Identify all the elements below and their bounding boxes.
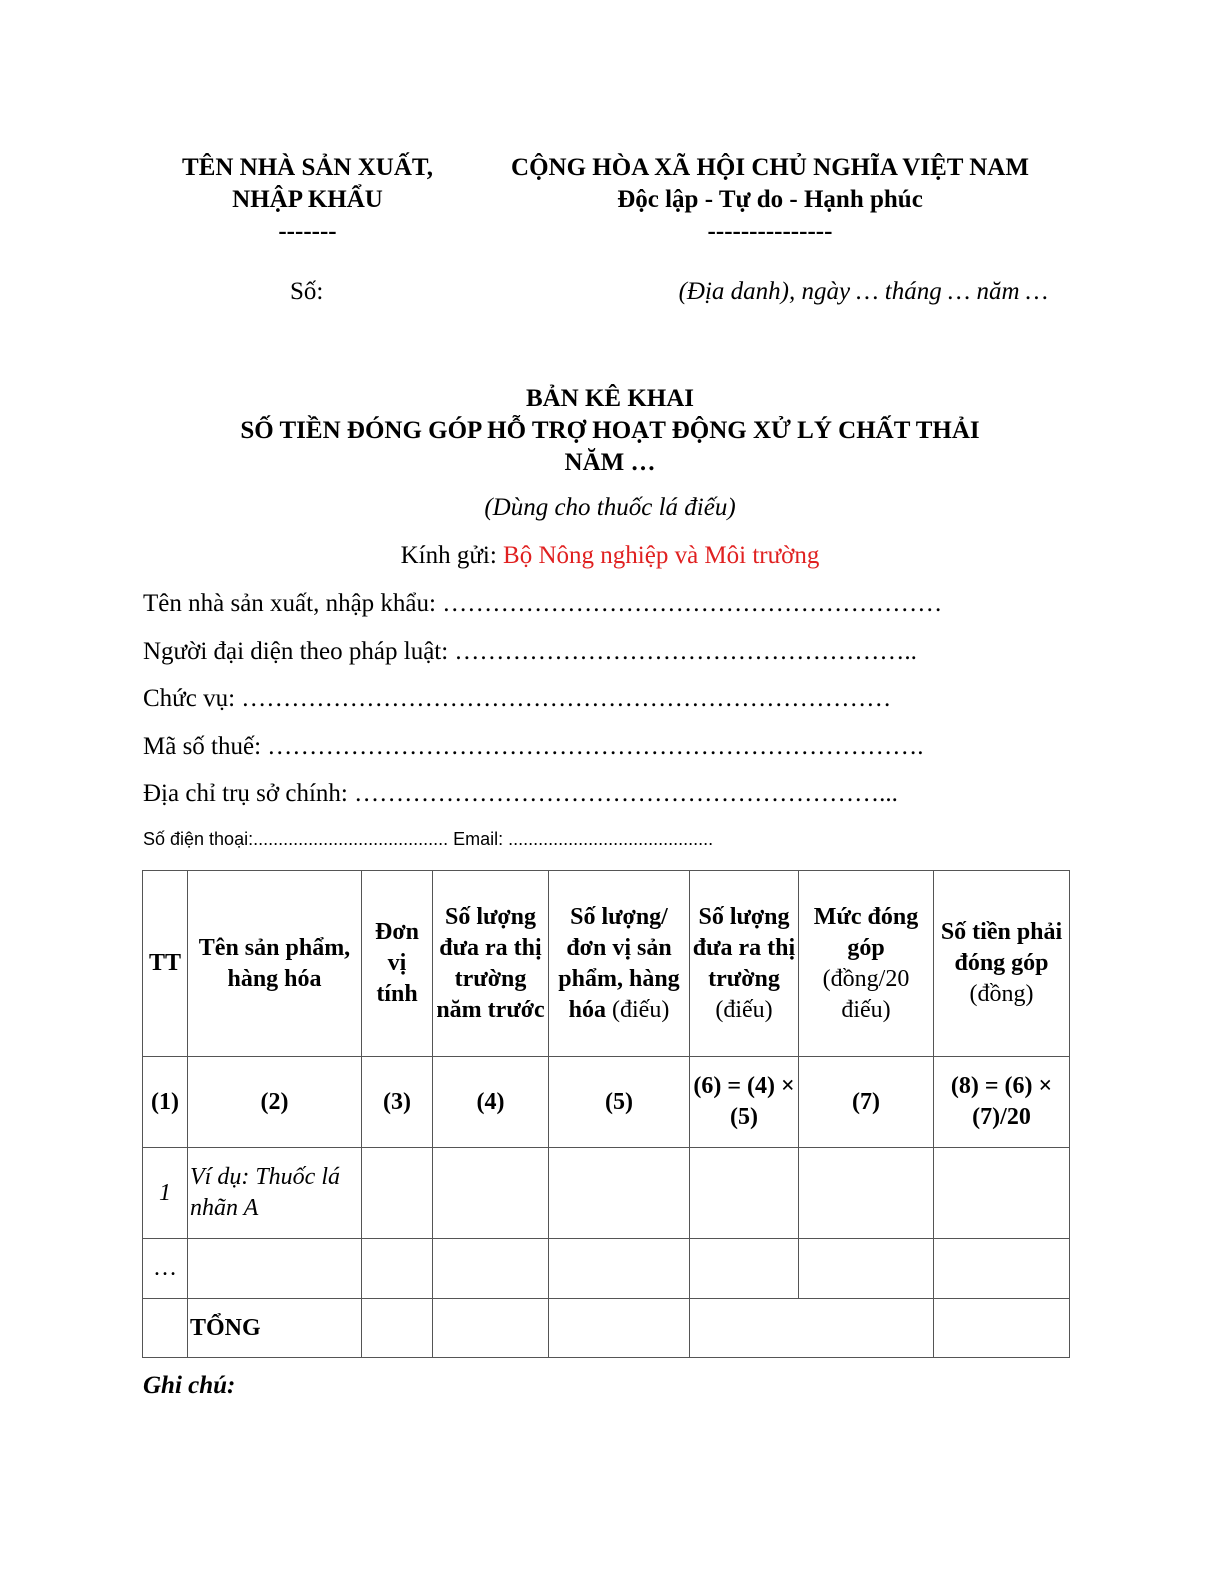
title-line1: BẢN KÊ KHAI <box>525 385 695 412</box>
table-cell <box>690 1239 799 1299</box>
header-qty-market-unit: (điếu) <box>715 996 773 1023</box>
table-cell <box>188 1239 362 1299</box>
field-contact: Số điện thoại:....................................... Email: ......................................... <box>143 829 714 849</box>
field-address: Địa chỉ trụ sở chính: ………………………………………………………... <box>143 780 898 807</box>
header-rate <box>799 871 934 1057</box>
total-label: TỔNG <box>188 1299 362 1358</box>
producer-header-line1: TÊN NHÀ SẢN XUẤT, <box>182 154 433 181</box>
national-motto: Độc lập - Tự do - Hạnh phúc <box>617 186 923 213</box>
table-cell <box>799 1239 934 1299</box>
header-qty-market-label: Số lượng đưa ra thị trường <box>692 903 796 992</box>
place-date: (Địa danh), ngày … tháng … năm … <box>678 278 1048 305</box>
field-producer: Tên nhà sản xuất, nhập khẩu: …………………………………………………… <box>143 590 943 617</box>
table-cell <box>549 1299 690 1358</box>
header-amount-unit: (đồng) <box>969 981 1034 1007</box>
table-cell <box>362 1239 433 1299</box>
index-cell: (3) <box>362 1057 433 1148</box>
header-rate-unit: (đồng/20 điếu) <box>822 965 910 1023</box>
document-subtitle: (Dùng cho thuốc lá điếu) <box>484 494 736 521</box>
header-amount-label: Số tiền phải đóng góp <box>940 919 1063 976</box>
national-name: CỘNG HÒA XÃ HỘI CHỦ NGHĨA VIỆT NAM <box>511 154 1029 181</box>
header-product: Tên sản phẩm, hàng hóa <box>188 871 362 1057</box>
row1-tt: 1 <box>143 1148 188 1239</box>
field-representative: Người đại diện theo pháp luật: ……………………………………………….. <box>143 638 917 665</box>
header-qty-prev: Số lượng đưa ra thị trường năm trước <box>433 871 549 1057</box>
index-cell: (4) <box>433 1057 549 1148</box>
table-cell <box>433 1239 549 1299</box>
table-cell-merged <box>690 1299 934 1358</box>
header-qty-per-unit-label: Số lượng/ đơn vị sản phẩm, hàng hóa <box>558 903 680 1023</box>
table-cell <box>362 1299 433 1358</box>
producer-header-line2: NHẬP KHẨU <box>232 186 383 213</box>
title-line3: NĂM … <box>564 449 656 476</box>
table-cell <box>549 1148 690 1239</box>
table-index-row <box>143 1057 1070 1148</box>
header-tt: TT <box>143 871 188 1057</box>
index-cell: (2) <box>188 1057 362 1148</box>
field-position: Chức vụ: …………………………………………………………………… <box>143 685 892 712</box>
table-cell <box>549 1239 690 1299</box>
title-line2: SỐ TIỀN ĐÓNG GÓP HỖ TRỢ HOẠT ĐỘNG XỬ LÝ CHẤT THẢI <box>240 417 980 444</box>
national-header <box>480 152 1060 248</box>
index-cell: (6) = (4) × (5) <box>690 1057 799 1148</box>
producer-header-divider: ------- <box>278 218 337 245</box>
row2-tt: … <box>143 1239 188 1299</box>
header-amount <box>934 871 1070 1057</box>
national-header-divider: --------------- <box>707 218 833 245</box>
table-row <box>143 1148 1070 1239</box>
recipient-line <box>100 542 1120 570</box>
index-cell: (1) <box>143 1057 188 1148</box>
table-row <box>143 1239 1070 1299</box>
table-cell <box>433 1148 549 1239</box>
header-qty-per-unit <box>549 871 690 1057</box>
table-cell <box>934 1148 1070 1239</box>
table-cell <box>934 1239 1070 1299</box>
document-number-label: Số: <box>290 278 324 305</box>
table-total-row <box>143 1299 1070 1358</box>
index-cell: (8) = (6) × (7)/20 <box>934 1057 1070 1148</box>
field-tax-code: Mã số thuế: ……………………………………………………………………. <box>143 733 924 760</box>
table-cell <box>799 1148 934 1239</box>
table-cell <box>362 1148 433 1239</box>
header-qty-market <box>690 871 799 1057</box>
row1-product: Ví dụ: Thuốc lá nhãn A <box>188 1148 362 1239</box>
note-label: Ghi chú: <box>143 1372 236 1399</box>
recipient-label: Kính gửi: <box>400 542 504 569</box>
header-rate-label: Mức đóng góp <box>813 903 919 961</box>
table-cell <box>934 1299 1070 1358</box>
table-header-row <box>143 871 1070 1057</box>
table-cell <box>143 1299 188 1358</box>
index-cell: (7) <box>799 1057 934 1148</box>
table-cell <box>433 1299 549 1358</box>
table-cell <box>690 1148 799 1239</box>
producer-header <box>150 152 465 248</box>
index-cell: (5) <box>549 1057 690 1148</box>
header-qty-per-unit-unit: (điếu) <box>606 996 670 1023</box>
header-unit: Đơn vị tính <box>362 871 433 1057</box>
recipient-name: Bộ Nông nghiệp và Môi trường <box>503 542 820 569</box>
document-title <box>100 383 1120 479</box>
declaration-table <box>142 870 1070 1358</box>
